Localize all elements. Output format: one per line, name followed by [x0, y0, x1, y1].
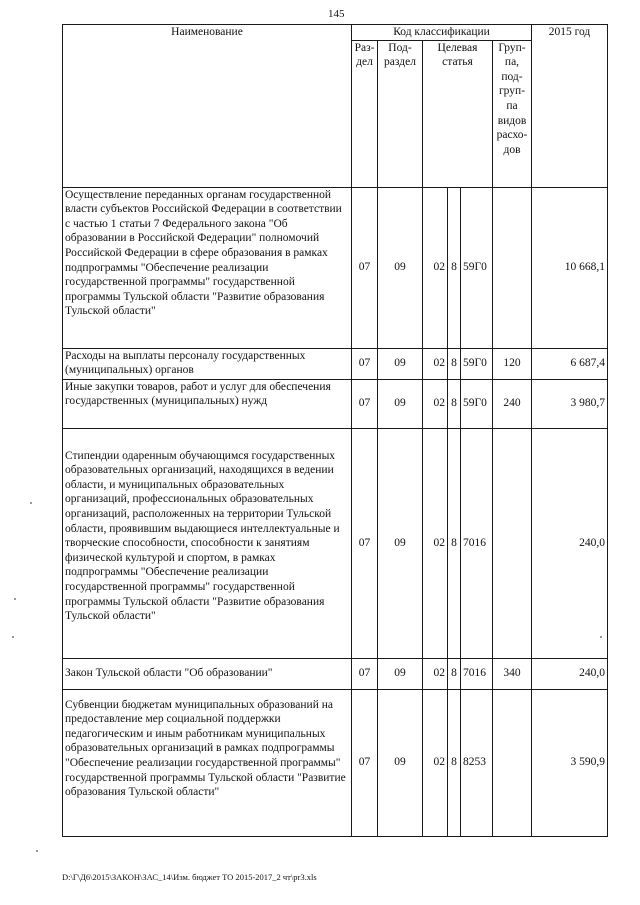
row-name: Закон Тульской области "Об образовании" — [63, 658, 352, 689]
row-name: Иные закупки товаров, работ и услуг для обеспечения государственных (муниципальных) нужд — [63, 379, 352, 428]
column-header-section: Раз- дел — [352, 40, 378, 187]
column-header-group: Груп- па, под- груп- па видов расхо- дов — [493, 40, 532, 187]
row-program: 02 — [423, 379, 448, 428]
row-group: 240 — [493, 379, 532, 428]
row-program: 02 — [423, 187, 448, 348]
scan-speck — [600, 636, 602, 638]
row-item: 7016 — [461, 428, 493, 658]
row-item: 7016 — [461, 658, 493, 689]
row-group: 340 — [493, 658, 532, 689]
row-subprogram: 8 — [448, 689, 461, 836]
column-header-name: Наименование — [63, 25, 352, 188]
row-subprogram: 8 — [448, 187, 461, 348]
row-subsection: 09 — [378, 428, 423, 658]
column-header-subsection: Под- раздел — [378, 40, 423, 187]
row-section: 07 — [352, 348, 378, 379]
row-subsection: 09 — [378, 689, 423, 836]
row-subsection: 09 — [378, 658, 423, 689]
row-amount: 10 668,1 — [532, 187, 608, 348]
scan-speck — [12, 636, 14, 638]
row-program: 02 — [423, 428, 448, 658]
row-group: 120 — [493, 348, 532, 379]
row-item: 59Г0 — [461, 187, 493, 348]
row-subprogram: 8 — [448, 348, 461, 379]
row-group — [493, 689, 532, 836]
column-header-year: 2015 год — [532, 25, 608, 188]
table-row — [63, 658, 608, 689]
row-group — [493, 187, 532, 348]
table-row — [63, 428, 608, 658]
row-section: 07 — [352, 187, 378, 348]
page-number: 145 — [328, 8, 345, 20]
row-name: Расходы на выплаты персоналу государственных (муниципальных) органов — [63, 348, 352, 379]
row-program: 02 — [423, 689, 448, 836]
row-amount: 6 687,4 — [532, 348, 608, 379]
row-subsection: 09 — [378, 187, 423, 348]
row-name: Осуществление переданных органам государственной власти субъектов Российской Федерации в соответствии с частью 1 статьи 7 Федерального закона "Об образовании в Российской Федерации" полномочий Российской Федерации в сфере образования в рамках подпрограммы "Обеспечение реализации государственной программы" государственной программы Тульской области "Развитие образования Тульской области" — [63, 187, 352, 348]
row-subprogram: 8 — [448, 379, 461, 428]
row-name: Стипендии одаренным обучающимся государственных образовательных организаций, находящихся в ведении области, и муниципальных образовательных организаций, профессиональных образовательных организаций, расположенных на территории Тульской области, проявившим выдающиеся интеллектуальные и творческие способности, способности к занятиям физической культурой и спортом, в рамках подпрограммы "Обеспечение реализации государственной программы" государственной программы Тульской области "Развитие образования Тульской области" — [63, 428, 352, 658]
row-section: 07 — [352, 379, 378, 428]
row-item: 59Г0 — [461, 379, 493, 428]
row-subsection: 09 — [378, 348, 423, 379]
row-name: Субвенции бюджетам муниципальных образований на предоставление мер социальной поддержки педагогическим и иным работникам муниципальных образовательных организаций в рамках подпрограммы "Обеспечение реализации государственной программы" государственной программы Тульской области "Развитие образования Тульской области" — [63, 689, 352, 836]
row-amount: 3 980,7 — [532, 379, 608, 428]
table-row — [63, 187, 608, 348]
row-item: 8253 — [461, 689, 493, 836]
scan-speck — [30, 502, 32, 504]
row-item: 59Г0 — [461, 348, 493, 379]
row-program: 02 — [423, 348, 448, 379]
row-subprogram: 8 — [448, 658, 461, 689]
column-header-target-article: Целевая статья — [423, 40, 493, 187]
table-row — [63, 348, 608, 379]
row-subprogram: 8 — [448, 428, 461, 658]
table-row — [63, 689, 608, 836]
row-section: 07 — [352, 658, 378, 689]
budget-table — [62, 24, 608, 837]
row-amount: 240,0 — [532, 658, 608, 689]
file-path-footer: D:\Г\Д6\2015\ЗАКОН\ЗАС_14\Изм. бюджет ТО 2015-2017_2 чт\pr3.xls — [62, 872, 317, 882]
row-section: 07 — [352, 689, 378, 836]
row-group — [493, 428, 532, 658]
row-amount: 3 590,9 — [532, 689, 608, 836]
row-section: 07 — [352, 428, 378, 658]
row-amount: 240,0 — [532, 428, 608, 658]
row-program: 02 — [423, 658, 448, 689]
scan-speck — [14, 598, 16, 600]
column-header-classification: Код классификации — [352, 25, 532, 41]
table-row — [63, 379, 608, 428]
row-subsection: 09 — [378, 379, 423, 428]
scan-speck — [36, 850, 38, 852]
